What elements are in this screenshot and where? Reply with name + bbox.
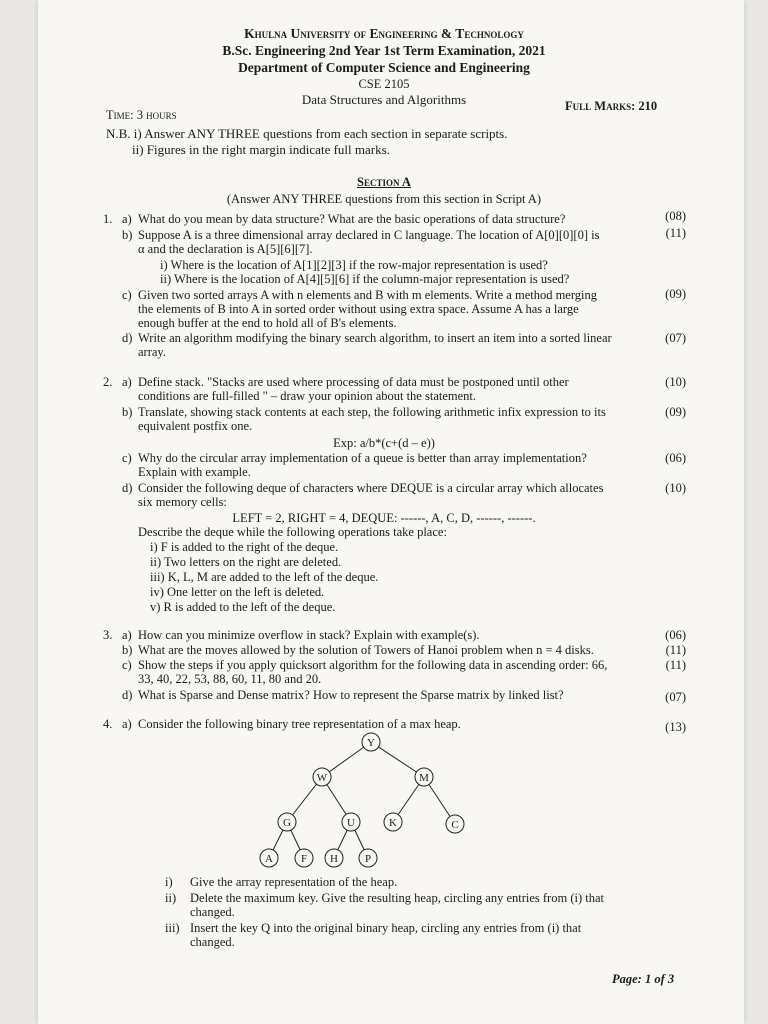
q3b-marks: (11) [665, 643, 686, 657]
q2d-line2: six memory cells: [138, 495, 227, 509]
heap-node-a [260, 849, 278, 867]
q4-number: 4. [103, 717, 113, 731]
q2d-line1: Consider the following deque of characters where DEQUE is a circular array which allocates [138, 481, 604, 495]
q4a-marks: (13) [665, 720, 686, 734]
q2c-marks: (06) [665, 451, 686, 465]
q1a-text: What do you mean by data structure? What are the basic operations of data structure? [138, 212, 566, 226]
q2b-label: b) [122, 405, 133, 419]
q3a-marks: (06) [665, 628, 686, 642]
q1b-label: b) [122, 228, 133, 242]
svg-text:M: M [419, 772, 429, 784]
q2d-line3: Describe the deque while the following operations take place: [138, 525, 447, 539]
course-title: Data Structures and Algorithms [301, 92, 467, 107]
q1b-sub-i: i) Where is the location of A[1][2][3] if the row-major representation is used? [160, 258, 548, 272]
q2a-line1: Define stack. "Stacks are used where processing of data must be postponed until other [138, 375, 569, 389]
page-number: Page: 1 of 3 [612, 972, 675, 986]
q2c-line1: Why do the circular array implementation of a queue is better than array implementation? [138, 451, 587, 465]
q2d-op: iv) One letter on the left is deleted. [150, 585, 325, 599]
q1d-line2: array. [138, 345, 166, 359]
svg-text:H: H [330, 853, 338, 865]
full-marks: Full Marks: 210 [565, 99, 658, 113]
q2d-op: iii) K, L, M are added to the left of the deque. [150, 570, 379, 584]
exam-time: Time: 3 hours [106, 108, 177, 122]
q2d-op: v) R is added to the left of the deque. [150, 600, 336, 614]
q3b-text: What are the moves allowed by the solution of Towers of Hanoi problem when n = 4 disks. [138, 643, 594, 657]
q1d-marks: (07) [665, 331, 686, 345]
q4-sub-ii-line2: changed. [190, 905, 235, 919]
q3a-text: How can you minimize overflow in stack? Explain with example(s). [138, 628, 480, 642]
q2a-line2: conditions are full-filled " – draw your opinion about the statement. [138, 389, 477, 403]
heap-node-w [313, 768, 331, 786]
q3c-label: c) [122, 658, 132, 672]
q2d-deque: LEFT = 2, RIGHT = 4, DEQUE: ------, A, C, D, ------, ------. [232, 511, 536, 525]
q4-sub-iii-line1: Insert the key Q into the original binary heap, circling any entries from (i) that [190, 921, 582, 935]
q2d-op: ii) Two letters on the right are deleted. [150, 555, 342, 569]
heap-node-u [342, 813, 360, 831]
svg-text:G: G [283, 817, 291, 829]
q2-number: 2. [103, 375, 113, 389]
tree-nodes [260, 733, 464, 867]
heap-node-m [415, 768, 433, 786]
svg-text:Y: Y [367, 737, 375, 749]
q1a-label: a) [122, 212, 132, 226]
max-heap-tree [250, 730, 480, 872]
q2b-expression: Exp: a/b*(c+(d – e)) [333, 436, 435, 450]
q2d-op: i) F is added to the right of the deque. [150, 540, 339, 554]
q3c-marks: (11) [665, 658, 686, 672]
svg-text:C: C [451, 819, 459, 831]
q1b-marks: (11) [665, 226, 686, 240]
svg-text:U: U [347, 817, 355, 829]
q1b-line1: Suppose A is a three dimensional array declared in C language. The location of A[0][0][0] is [138, 228, 600, 242]
q2a-marks: (10) [665, 375, 686, 389]
department: Department of Computer Science and Engineering [238, 60, 530, 75]
heap-node-k [384, 813, 402, 831]
note-2: ii) Figures in the right margin indicate full marks. [132, 142, 390, 157]
q2a-label: a) [122, 375, 132, 389]
q4-sub-i-label: i) [165, 875, 173, 889]
heap-node-h [325, 849, 343, 867]
tree-edges [269, 742, 455, 858]
q1b-line2: α and the declaration is A[5][6][7]. [138, 242, 313, 256]
svg-text:K: K [389, 817, 397, 829]
q1d-line1: Write an algorithm modifying the binary search algorithm, to insert an item into a sorted linear [138, 331, 612, 345]
heap-node-g [278, 813, 296, 831]
q3c-line2: 33, 40, 22, 53, 88, 60, 11, 80 and 20. [138, 672, 322, 686]
q3c-line1: Show the steps if you apply quicksort algorithm for the following data in ascending order: 66, [138, 658, 608, 672]
q1d-label: d) [122, 331, 133, 345]
q4-sub-iii-line2: changed. [190, 935, 235, 949]
heap-node-p [359, 849, 377, 867]
q1-number: 1. [103, 212, 113, 226]
heap-node-y [362, 733, 380, 751]
svg-text:F: F [300, 853, 308, 865]
q1c-line2: the elements of B into A in sorted order without using extra space. Assume A has a large [138, 302, 579, 316]
q3d-text: What is Sparse and Dense matrix? How to represent the Sparse matrix by linked list? [138, 688, 564, 702]
q2b-line1: Translate, showing stack contents at each step, the following arithmetic infix expression to its [138, 405, 606, 419]
q1c-marks: (09) [665, 287, 686, 301]
q1b-sub-ii: ii) Where is the location of A[4][5][6] if the column-major representation is used? [160, 272, 570, 286]
course-code: CSE 2105 [358, 77, 410, 91]
q4-sub-ii-line1: Delete the maximum key. Give the resulting heap, circling any entries from (i) that [190, 891, 604, 905]
q2b-marks: (09) [665, 405, 686, 419]
heap-node-c [446, 815, 464, 833]
exam-title: B.Sc. Engineering 2nd Year 1st Term Examination, 2021 [222, 43, 546, 58]
heap-node-f [295, 849, 313, 867]
q3-number: 3. [103, 628, 113, 642]
note-1: N.B. i) Answer ANY THREE questions from each section in separate scripts. [106, 126, 508, 141]
q1c-label: c) [122, 288, 132, 302]
university-name: Khulna University of Engineering & Technology [244, 26, 524, 41]
section-subtitle: (Answer ANY THREE questions from this section in Script A) [226, 192, 542, 206]
q4-sub-ii-label: ii) [165, 891, 177, 905]
q4a-label: a) [122, 717, 132, 731]
q1c-line1: Given two sorted arrays A with n elements and B with m elements. Write a method merging [138, 288, 598, 302]
q2b-line2: equivalent postfix one. [138, 419, 253, 433]
q2d-label: d) [122, 481, 133, 495]
q3d-label: d) [122, 688, 133, 702]
svg-text:W: W [316, 772, 328, 784]
q2d-marks: (10) [665, 481, 686, 495]
q1a-marks: (08) [665, 209, 686, 223]
q2c-line2: Explain with example. [138, 465, 251, 479]
q4-sub-i-text: Give the array representation of the heap. [190, 875, 398, 889]
svg-text:A: A [265, 853, 273, 865]
svg-text:P: P [364, 853, 372, 865]
q3a-label: a) [122, 628, 132, 642]
q4-sub-iii-label: iii) [165, 921, 180, 935]
q1c-line3: enough buffer at the end to hold all of B's elements. [138, 316, 397, 330]
q4a-text: Consider the following binary tree representation of a max heap. [138, 717, 461, 731]
section-title: Section A [357, 175, 411, 189]
q3d-marks: (07) [665, 690, 686, 704]
q3b-label: b) [122, 643, 133, 657]
q2c-label: c) [122, 451, 132, 465]
